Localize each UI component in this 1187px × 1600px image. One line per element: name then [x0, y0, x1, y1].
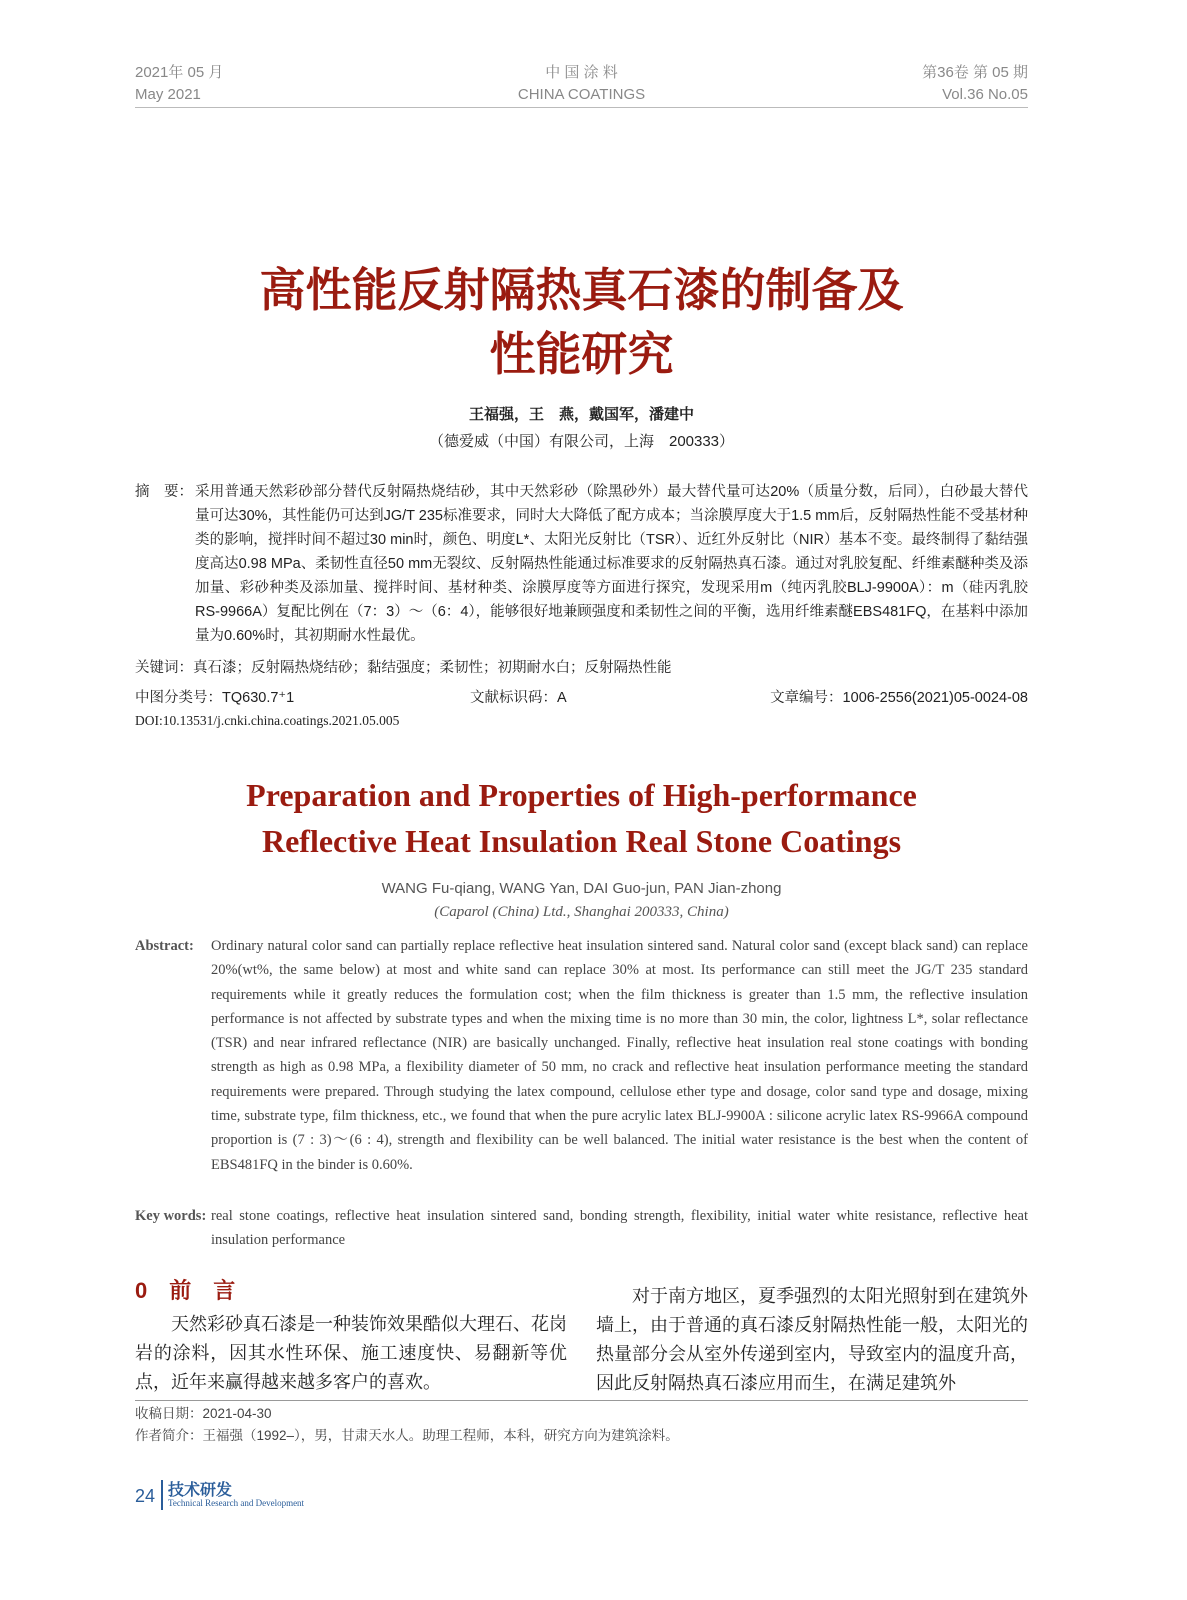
affiliation-en: (Caparol (China) Ltd., Shanghai 200333, China) [434, 904, 729, 920]
footer-section-cn: 技术研发 [168, 1482, 233, 1499]
keywords-en-label: Key words: [135, 1208, 207, 1224]
keywords-en [135, 1204, 1028, 1253]
title-en-line2: Reflective Heat Insulation Real Stone Coatings [261, 823, 902, 859]
article-number: 文章编号：1006-2556(2021)05-0024-08 [770, 690, 1028, 706]
header-issue [922, 62, 1028, 106]
affiliation-cn: （德爱威（中国）有限公司，上海 200333） [428, 433, 735, 450]
body-text-right: 对于南方地区，夏季强烈的太阳光照射到在建筑外墙上，由于普通的真石漆反射隔热性能一般，太阳光的热量部分会从室外传递到室内，导致室内的温度升高，因此反射隔热真石漆应用而生，在满足建筑外 [596, 1286, 1028, 1394]
header-journal-en: CHINA COATINGS [517, 86, 646, 103]
title-cn-line2: 性能研究 [489, 327, 674, 381]
header-divider [135, 107, 1028, 108]
footer-section-en: Technical Research and Development [168, 1498, 305, 1508]
header-journal [135, 62, 1028, 106]
header-issue-cn: 第36卷 第 05 期 [922, 64, 1028, 81]
abstract-en-text: Ordinary natural color sand can partially replace reflective heat insulation sintered sand. Natural color sand (except black sand) can replace 20%(wt%, the same below) at most and white sand can replace 30% at most. Its performance can still meet the JG/T 235 standard requirements while it greatly reduces the formulation cost; when the film thickness is greater than 1.5 mm, the reflective insulation performance is not affected by substrate types and when the mixing time is no more than 30 min, the color, lightness L*, solar reflectance (TSR) and near infrared reflectance (NIR) are basically unchanged. Finally, reflective heat insulation real stone coatings with bonding strength as high as 0.98 MPa, a flexibility diameter of 50 mm, no crack and reflective heat insulation performance meeting the standard requirements were prepared. Through studying the latex compound, cellulose ether type and dosage, color sand type and dosage, mixing time, substrate type, film thickness, etc., we found that when the pure acrylic latex BLJ-9900A : silicone acrylic latex RS-9966A compound proportion is (7 : 3)～(6 : 4), strength and flexibility can be well balanced. The initial water resistance is the best when the content of EBS481FQ in the binder is 0.60%. [211, 938, 1028, 1173]
title-cn [135, 258, 1028, 386]
document-code: 文献标识码：A [470, 690, 567, 706]
header-issue-en: Vol.36 No.05 [942, 86, 1028, 103]
page-number: 24 [135, 1486, 156, 1506]
body-text-left: 天然彩砂真石漆是一种装饰效果酷似大理石、花岗岩的涂料，因其水性环保、施工速度快、易翻新等优点，近年来赢得越来越多客户的喜欢。 [135, 1314, 567, 1393]
header-date-cn: 2021年 05 月 [135, 64, 224, 81]
abstract-cn [135, 480, 1028, 648]
clc-number: 中图分类号：TQ630.7⁺1 [135, 690, 295, 706]
header-date-en: May 2021 [135, 86, 201, 103]
abstract-cn-text: 采用普通天然彩砂部分替代反射隔热烧结砂，其中天然彩砂（除黑砂外）最大替代量可达20%（质量分数，后同），白砂最大替代量可达30%，其性能仍可达到JG/T 235标准要求，同时大大降低了配方成本；当涂膜厚度大于1.5 mm后，反射隔热性能不受基材种类的影响，搅拌时间不超过30 min时，颜色、明度L*、太阳光反射比（TSR）、近红外反射比（NIR）基本不变。最终制得了黏结强度高达0.98 MPa、柔韧性直径50 mm无裂纹、反射隔热性能通过标准要求的反射隔热真石漆。通过对乳胶复配、纤维素醚种类及添加量、彩砂种类及添加量、搅拌时间、基材种类、涂膜厚度等方面进行探究，发现采用m（纯丙乳胶BLJ-9900A）：m（硅丙乳胶RS-9966A）复配比例在（7：3）～（6：4），能够很好地兼顾强度和柔韧性之间的平衡，选用纤维素醚EBS481FQ，在基料中添加量为0.60%时，其初期耐水性最优。 [195, 484, 1028, 644]
title-cn-line1: 高性能反射隔热真石漆的制备及 [259, 263, 904, 317]
keywords-cn: 关键词：真石漆；反射隔热烧结砂；黏结强度；柔韧性；初期耐水白；反射隔热性能 [135, 660, 672, 676]
section-heading-introduction: 0 前 言 [135, 1278, 236, 1303]
footer-divider [161, 1480, 163, 1510]
author-bio: 作者简介：王福强（1992–），男，甘肃天水人。助理工程师，本科，研究方向为建筑涂料。 [135, 1428, 679, 1443]
title-en-line1: Preparation and Properties of High-performance [246, 777, 917, 813]
abstract-en [135, 934, 1028, 1177]
received-date: 收稿日期：2021-04-30 [135, 1406, 272, 1421]
doi: DOI:10.13531/j.cnki.china.coatings.2021.05.005 [135, 713, 400, 728]
abstract-en-label: Abstract: [135, 938, 194, 954]
footnote-divider [135, 1400, 1028, 1401]
header-journal-cn: 中 国 涂 料 [545, 64, 618, 81]
abstract-cn-label: 摘 要： [135, 484, 193, 500]
keywords-en-text: real stone coatings, reflective heat insulation sintered sand, bonding strength, flexibility, initial water white resistance, reflective heat insulation performance [211, 1208, 1028, 1249]
title-en [135, 772, 1028, 864]
authors-en: WANG Fu-qiang, WANG Yan, DAI Guo-jun, PAN Jian-zhong [381, 880, 782, 897]
authors-cn: 王福强，王 燕，戴国军，潘建中 [468, 406, 694, 423]
